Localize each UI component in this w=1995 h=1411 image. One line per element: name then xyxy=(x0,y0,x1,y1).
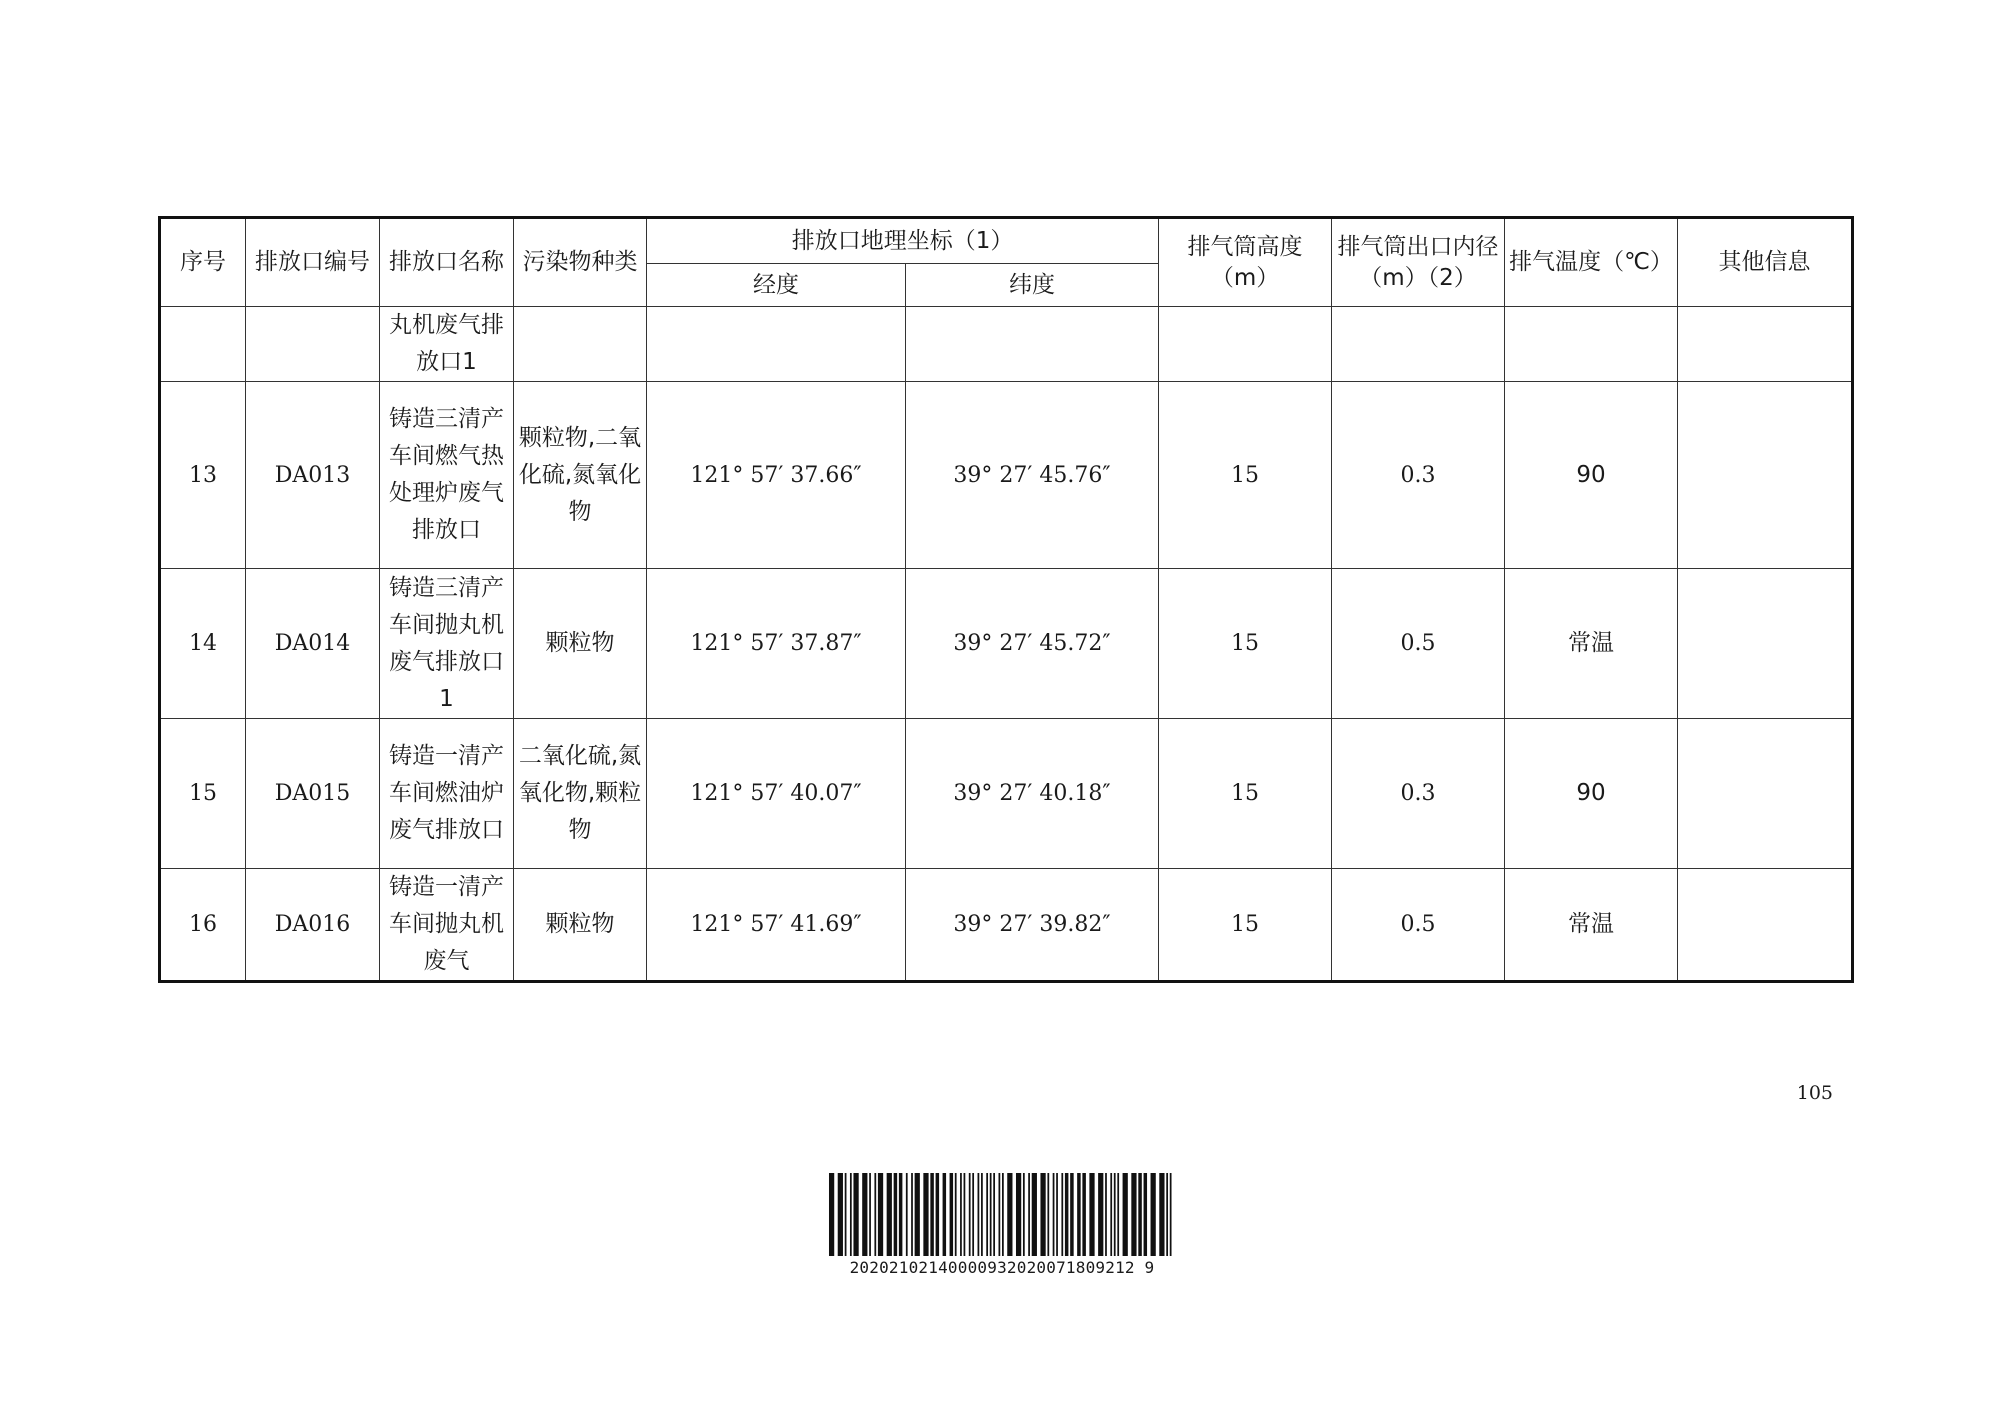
cell-outlet-name: 铸造三清产车间燃气热处理炉废气排放口 xyxy=(380,382,514,569)
barcode-bar xyxy=(1089,1173,1094,1256)
cell-longitude: 121° 57′ 37.66″ xyxy=(647,382,906,569)
barcode-bar xyxy=(1023,1173,1025,1256)
cell-outlet-name: 铸造一清产车间燃油炉废气排放口 xyxy=(380,719,514,869)
barcode-bar xyxy=(853,1173,858,1256)
cell-outlet-code: DA015 xyxy=(246,719,380,869)
cell-longitude: 121° 57′ 40.07″ xyxy=(647,719,906,869)
barcode-bar xyxy=(969,1173,971,1256)
barcode-bar xyxy=(964,1173,966,1256)
cell-exhaust-temp: 常温 xyxy=(1505,869,1678,982)
barcode-bar xyxy=(906,1173,908,1256)
barcode-bar xyxy=(936,1173,940,1256)
barcode-bar xyxy=(1082,1173,1086,1256)
header-longitude: 经度 xyxy=(647,264,906,307)
barcode-bar xyxy=(1144,1173,1148,1256)
barcode-bar xyxy=(850,1173,852,1256)
cell-latitude xyxy=(906,307,1159,382)
barcode-bar xyxy=(978,1173,980,1256)
barcode-bar xyxy=(1114,1173,1116,1256)
barcode-bar xyxy=(955,1173,957,1256)
cell-longitude: 121° 57′ 41.69″ xyxy=(647,869,906,982)
header-seq: 序号 xyxy=(160,218,246,307)
emission-outlet-table xyxy=(158,216,1854,983)
cell-stack-height: 15 xyxy=(1159,869,1332,982)
barcode-bar xyxy=(1151,1173,1156,1256)
barcode-bar xyxy=(1110,1173,1112,1256)
cell-outlet-name: 铸造一清产车间抛丸机废气 xyxy=(380,869,514,982)
cell-stack-height: 15 xyxy=(1159,569,1332,719)
cell-pollutants: 二氧化硫,氮氧化物,颗粒物 xyxy=(514,719,647,869)
cell-latitude: 39° 27′ 40.18″ xyxy=(906,719,1159,869)
barcode-bar xyxy=(972,1173,974,1256)
barcode-bar xyxy=(1028,1173,1030,1256)
barcode-bar xyxy=(923,1173,928,1256)
barcode-bar xyxy=(1131,1173,1136,1256)
cell-latitude: 39° 27′ 39.82″ xyxy=(906,869,1159,982)
barcode-bar xyxy=(1166,1173,1168,1256)
barcode-bar xyxy=(838,1173,843,1256)
cell-pollutants: 颗粒物 xyxy=(514,569,647,719)
barcode-bar xyxy=(1016,1173,1021,1256)
cell-pollutants: 颗粒物,二氧化硫,氮氧化物 xyxy=(514,382,647,569)
header-coordinates: 排放口地理坐标（1） xyxy=(647,218,1159,264)
cell-other-info xyxy=(1678,307,1853,382)
barcode-bar xyxy=(911,1173,913,1256)
cell-stack-height xyxy=(1159,307,1332,382)
cell-pollutants: 颗粒物 xyxy=(514,869,647,982)
header-latitude: 纬度 xyxy=(906,264,1159,307)
cell-other-info xyxy=(1678,382,1853,569)
cell-outlet-code: DA013 xyxy=(246,382,380,569)
header-stack-height: 排气筒高度（m） xyxy=(1159,218,1332,307)
header-other-info: 其他信息 xyxy=(1678,218,1853,307)
header-exhaust-temp: 排气温度（℃） xyxy=(1505,218,1678,307)
header-stack-diameter: 排气筒出口内径（m）（2） xyxy=(1332,218,1505,307)
cell-stack-diameter: 0.3 xyxy=(1332,382,1505,569)
barcode-bar xyxy=(829,1173,834,1256)
barcode-bar xyxy=(1117,1173,1119,1256)
cell-outlet-name: 丸机废气排放口1 xyxy=(380,307,514,382)
barcode-bar xyxy=(869,1173,871,1256)
barcode-bar xyxy=(894,1173,898,1256)
barcode-bar xyxy=(1040,1173,1045,1256)
barcode-bar xyxy=(943,1173,947,1256)
barcode-bar xyxy=(1138,1173,1142,1256)
cell-longitude: 121° 57′ 37.87″ xyxy=(647,569,906,719)
header-pollutants: 污染物种类 xyxy=(514,218,647,307)
barcode xyxy=(822,1173,1182,1277)
cell-longitude xyxy=(647,307,906,382)
barcode-bar xyxy=(1056,1173,1058,1256)
cell-exhaust-temp xyxy=(1505,307,1678,382)
cell-stack-diameter: 0.5 xyxy=(1332,869,1505,982)
barcode-bar xyxy=(899,1173,903,1256)
barcode-bar xyxy=(1070,1173,1074,1256)
barcode-bar xyxy=(930,1173,934,1256)
cell-stack-diameter xyxy=(1332,307,1505,382)
cell-other-info xyxy=(1678,569,1853,719)
barcode-bar xyxy=(1123,1173,1128,1256)
barcode-bar xyxy=(981,1173,983,1256)
barcode-bar xyxy=(950,1173,954,1256)
barcode-bar xyxy=(1159,1173,1164,1256)
barcode-bar xyxy=(986,1173,988,1256)
table-row xyxy=(160,869,1853,982)
barcode-bar xyxy=(993,1173,995,1256)
barcode-bar xyxy=(1061,1173,1063,1256)
barcode-bar xyxy=(1170,1173,1172,1256)
cell-outlet-code xyxy=(246,307,380,382)
page-number: 105 xyxy=(1796,1082,1833,1104)
barcode-bar xyxy=(1047,1173,1049,1256)
barcode-bar xyxy=(845,1173,847,1256)
barcode-bar xyxy=(990,1173,992,1256)
cell-outlet-code: DA014 xyxy=(246,569,380,719)
barcode-bar xyxy=(1098,1173,1103,1256)
barcode-bar xyxy=(1053,1173,1055,1256)
cell-seq: 15 xyxy=(160,719,246,869)
cell-stack-diameter: 0.5 xyxy=(1332,569,1505,719)
header-outlet-code: 排放口编号 xyxy=(246,218,380,307)
barcode-bar xyxy=(915,1173,920,1256)
cell-latitude: 39° 27′ 45.72″ xyxy=(906,569,1159,719)
barcode-bar xyxy=(1002,1173,1004,1256)
table-row xyxy=(160,382,1853,569)
barcode-bar xyxy=(999,1173,1001,1256)
cell-outlet-name: 铸造三清产车间抛丸机废气排放口1 xyxy=(380,569,514,719)
cell-outlet-code: DA016 xyxy=(246,869,380,982)
barcode-bar xyxy=(1065,1173,1069,1256)
table-row xyxy=(160,719,1853,869)
barcode-bar xyxy=(960,1173,962,1256)
cell-latitude: 39° 27′ 45.76″ xyxy=(906,382,1159,569)
table-row xyxy=(160,307,1853,382)
cell-other-info xyxy=(1678,719,1853,869)
barcode-bars xyxy=(822,1173,1182,1256)
barcode-bar xyxy=(878,1173,883,1256)
table-row xyxy=(160,569,1853,719)
cell-seq: 13 xyxy=(160,382,246,569)
cell-exhaust-temp: 90 xyxy=(1505,382,1678,569)
barcode-bar xyxy=(1105,1173,1107,1256)
cell-stack-height: 15 xyxy=(1159,719,1332,869)
barcode-bar xyxy=(1077,1173,1081,1256)
barcode-number: 20202102140000932020071809212 9 xyxy=(849,1258,1155,1277)
barcode-bar xyxy=(887,1173,892,1256)
cell-seq: 14 xyxy=(160,569,246,719)
barcode-bar xyxy=(874,1173,876,1256)
barcode-bar xyxy=(862,1173,867,1256)
header-outlet-name: 排放口名称 xyxy=(380,218,514,307)
cell-pollutants xyxy=(514,307,647,382)
barcode-bar xyxy=(1007,1173,1012,1256)
emission-outlet-table-container xyxy=(158,216,1851,983)
cell-seq: 16 xyxy=(160,869,246,982)
header-row-1 xyxy=(160,218,1853,264)
cell-seq xyxy=(160,307,246,382)
cell-exhaust-temp: 常温 xyxy=(1505,569,1678,719)
cell-stack-height: 15 xyxy=(1159,382,1332,569)
barcode-bar xyxy=(1032,1173,1037,1256)
cell-other-info xyxy=(1678,869,1853,982)
cell-exhaust-temp: 90 xyxy=(1505,719,1678,869)
cell-stack-diameter: 0.3 xyxy=(1332,719,1505,869)
